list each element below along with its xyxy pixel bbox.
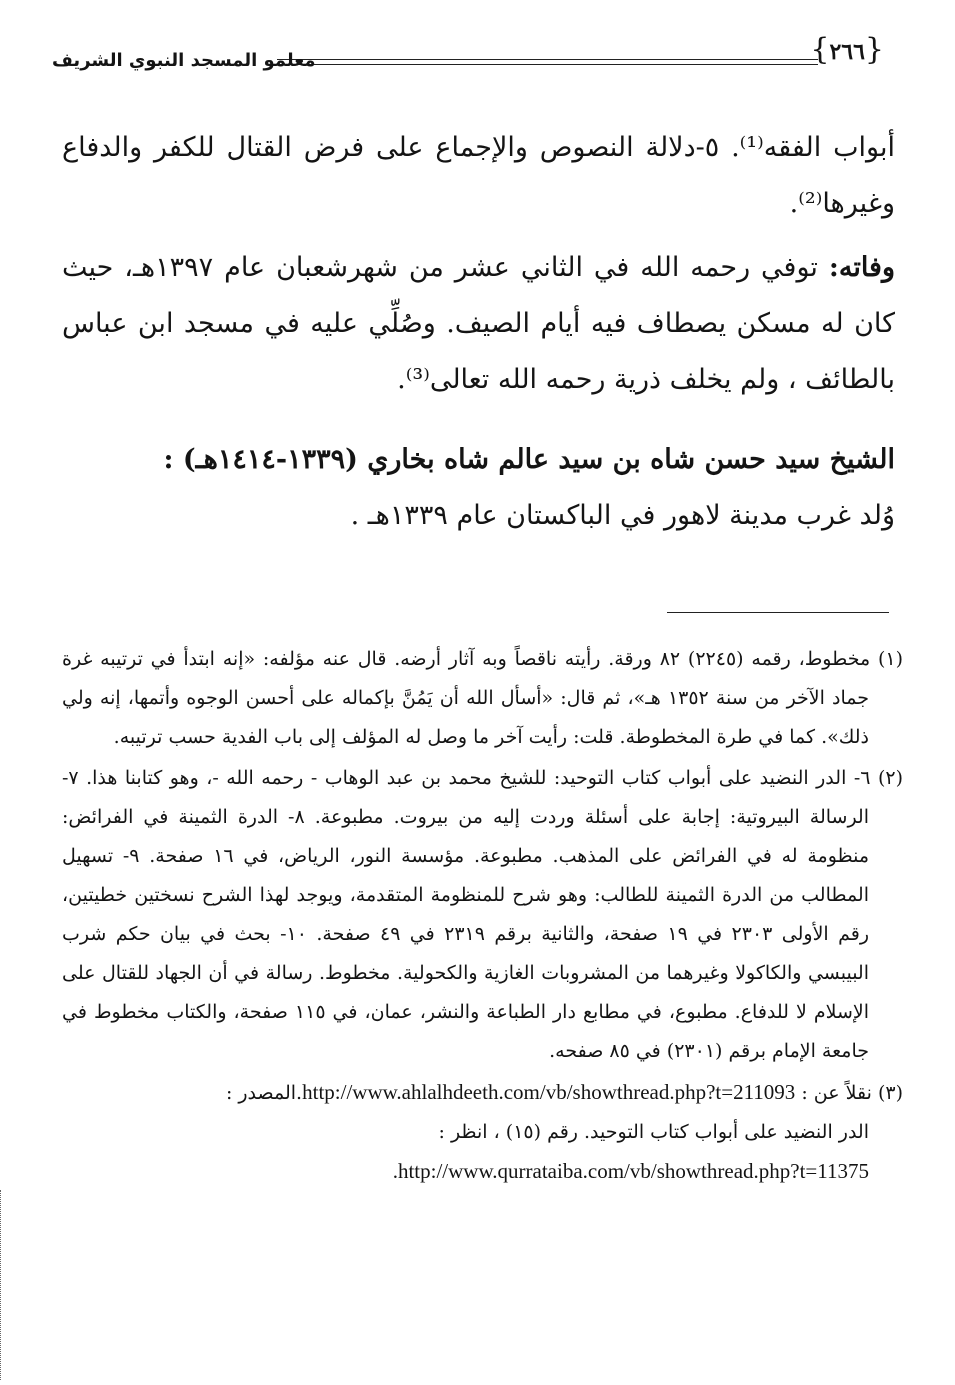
footnote-number: (٢): [877, 767, 904, 789]
footnote-text: مخطوط، رقمه (٢٢٤٥) ٨٢ ورقة. رأيته ناقصاً وبه آثار أرضه. قال عنه مؤلفه: «إنه ابتدأ في ترتيبه غرة جماد الآخر من سنة ١٣٥٢ هـ»، ثم قال: «أسأل الله أن يَمُنَّ بإكماله على أحسن الوجوه وأتمها، إنه ولي ذلك». كما في طرة المخطوطة. قلت: رأيت آخر ما وصل له المؤلف إلى باب الفدية حسب ترتيبه.: [62, 648, 871, 748]
book-title: معلمو المسجد النبوي الشريف: [52, 50, 316, 71]
running-header: [52, 28, 902, 76]
footnotes: [62, 640, 903, 1194]
footnote-source-label: .المصدر :: [225, 1082, 303, 1104]
death-label: وفاته:: [828, 252, 896, 283]
paragraph-death: [62, 240, 895, 408]
main-text: [62, 120, 895, 544]
footnote-reference: الدر النضيد على أبواب كتاب التوحيد. رقم (١٥) ، انظر :: [438, 1121, 869, 1143]
footnote-link-2[interactable]: .http://www.qurrataiba.com/vb/showthread.php?t=11375: [392, 1159, 869, 1183]
page-number-value: ٢٦٦: [829, 39, 865, 65]
footnote-prefix: نقلاً عن :: [801, 1082, 872, 1104]
scan-edge-mark: [0, 1190, 4, 1380]
header-double-rule: [277, 59, 818, 65]
footnote-number: (٣): [877, 1082, 903, 1104]
footnote-number: (١): [877, 648, 904, 670]
page-number: {٢٦٦}: [810, 32, 884, 67]
section-heading: الشيخ سيد حسن شاه بن سيد عالم شاه بخاري (١٣٣٩-١٤١٤هـ) :: [163, 444, 895, 475]
footnote-2: [62, 759, 903, 1071]
footnote-1: [62, 640, 903, 757]
footnote-text: ٦- الدر النضيد على أبواب كتاب التوحيد: للشيخ محمد بن عبد الوهاب - رحمه الله -، وهو كتابنا هذا. ٧- الرسالة البيروتية: إجابة على أسئلة وردت إليه من بيروت. مطبوعة. ٨- الدرة الثمينة في الفرائض: منظومة له في الفرائض على المذهب. مطبوعة. مؤسسة النور، الرياض، في ١٦ صفحة. ٩- تسهيل المطالب من الدرة الثمينة للطالب: وهو شرح للمنظومة المتقدمة، ويوجد لهذا الشرح نسختين خطيتين، رقم الأولى ٢٣٠٣ في ١٩ صفحة، والثانية برقم ٢٣١٩ في ٤٩ صفحة. ١٠- بحث في بيان حكم شرب البيبسي والكاكولا وغيرهما من المشروبات الغازية والكحولية. مخطوط. رسالة في أن الجهاد للقتال على الإسلام لا للدفاع. مطبوع، في مطابع دار الطباعة والنشر، عمان، في ١١٥ صفحة، والكتاب مخطوط في جامعة الإمام برقم (٢٣٠١) في ٨٥ صفحه.: [62, 767, 871, 1062]
death-text: توفي رحمه الله في الثاني عشر من شهرشعبان عام ١٣٩٧هـ، حيث كان له مسكن يصطاف فيه أيام الصيف. وصُلِّي عليه في مسجد ابن عباس بالطائف ، ولم يخلف ذرية رحمه الله تعالى⁽³⁾.: [62, 252, 895, 395]
footnote-link-1[interactable]: http://www.ahlalhdeeth.com/vb/showthread.php?t=211093: [302, 1080, 796, 1104]
footnote-separator: [667, 612, 889, 613]
paragraph-works-end: أبواب الفقه⁽¹⁾. ٥-دلالة النصوص والإجماع على فرض القتال للكفر والدفاع وغيرها⁽²⁾.: [62, 132, 895, 219]
footnote-3: [62, 1073, 903, 1192]
paragraph-birth: وُلد غرب مدينة لاهور في الباكستان عام ١٣٣٩هـ .: [350, 500, 895, 531]
